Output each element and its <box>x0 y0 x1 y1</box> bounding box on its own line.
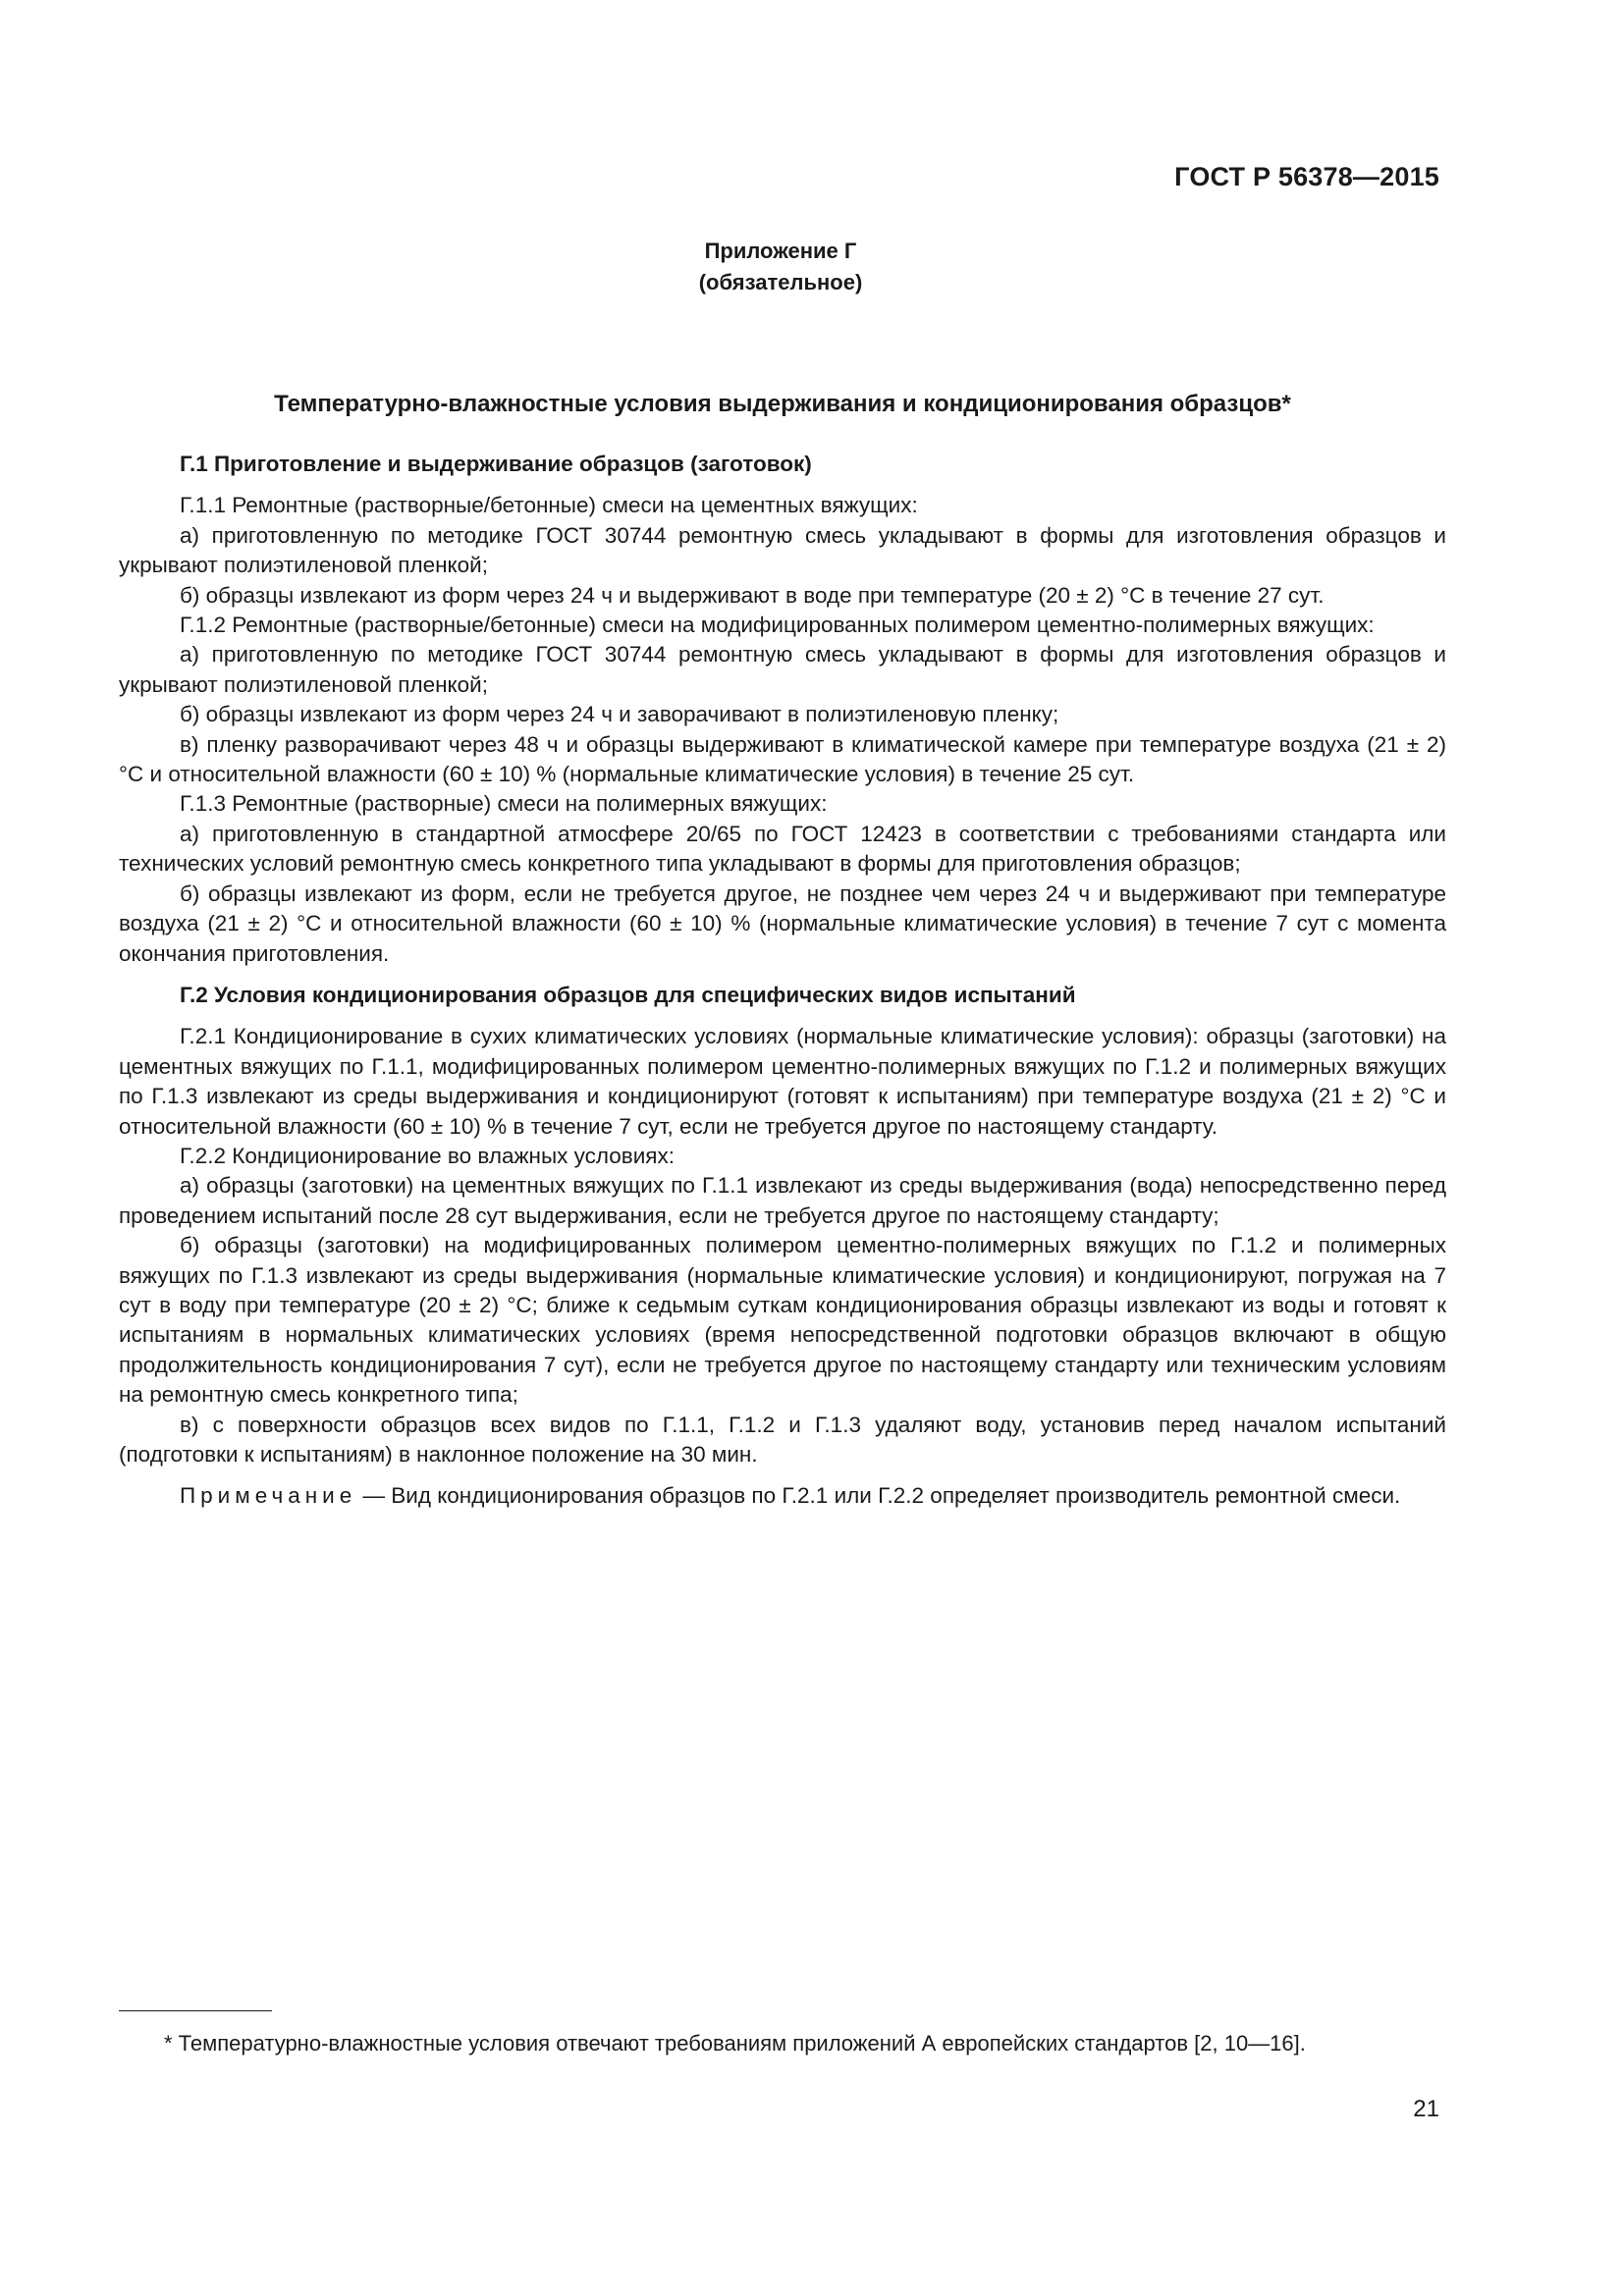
paragraph-g1-1: Г.1.1 Ремонтные (растворные/бетонные) смеси на цементных вяжущих: <box>180 493 918 518</box>
paragraph-g1-2-a: а) приготовленную по методике ГОСТ 30744 ремонтную смесь укладывают в формы для изготовления образцов и укрывают полиэтиленовой пленкой; <box>119 642 1446 697</box>
note-label: Примечание <box>180 1483 357 1509</box>
paragraph-g2-2-a: а) образцы (заготовки) на цементных вяжущих по Г.1.1 извлекают из среды выдерживания (вода) непосредственно перед проведением испытаний после 28 сут выдерживания, если не требуется другое по настоящему стандарту; <box>119 1173 1446 1228</box>
note <box>119 1481 1446 1511</box>
section-heading-g1: Г.1 Приготовление и выдерживание образцов (заготовок) <box>180 452 812 476</box>
paragraph-g1-1-b: б) образцы извлекают из форм через 24 ч и выдерживают в воде при температуре (20 ± 2) °С в течение 27 сут. <box>180 582 1325 608</box>
paragraph-g2-1: Г.2.1 Кондиционирование в сухих климатических условиях (нормальные климатические условия): образцы (заготовки) на цементных вяжущих по Г.1.1, модифицированных полимером цементно-полимерных вяжущих по Г.1.2 и полимерных вяжущих по Г.1.3 извлекают из среды выдерживания и кондиционируют (готовят к испытаниям) при температуре воздуха (21 ± 2) °С и относительной влажности (60 ± 10) % в течение 7 сут, если не требуется другое по настоящему стандарту. <box>119 1024 1446 1139</box>
paragraph-g1-3: Г.1.3 Ремонтные (растворные) смеси на полимерных вяжущих: <box>180 791 828 817</box>
note-text: — Вид кондиционирования образцов по Г.2.1 или Г.2.2 определяет производитель ремонтной смеси. <box>356 1483 1401 1509</box>
paragraph-g1-3-b: б) образцы извлекают из форм, если не требуется другое, не позднее чем через 24 ч и выдерживают при температуре воздуха (21 ± 2) °С и относительной влажности (60 ± 10) % (нормальные климатические условия) в течение 7 сут с момента окончания приготовления. <box>119 881 1446 966</box>
paragraph-g1-2: Г.1.2 Ремонтные (растворные/бетонные) смеси на модифицированных полимером цементно-полимерных вяжущих: <box>180 613 1375 638</box>
appendix-label: Приложение Г <box>704 239 857 263</box>
paragraph-g1-1-a: а) приготовленную по методике ГОСТ 30744 ремонтную смесь укладывают в формы для изготовления образцов и укрывают полиэтиленовой пленкой; <box>119 522 1446 578</box>
footnote-text: * Температурно-влажностные условия отвечают требованиям приложений А европейских стандартов [2, 10—16]. <box>164 2031 1306 2056</box>
document-code: ГОСТ Р 56378—2015 <box>1174 162 1439 191</box>
appendix-status: (обязательное) <box>698 270 863 294</box>
paragraph-g1-2-b: б) образцы извлекают из форм через 24 ч и заворачивают в полиэтиленовую пленку; <box>180 702 1059 727</box>
appendix-heading <box>0 236 1561 298</box>
paragraph-g1-2-c: в) пленку разворачивают через 48 ч и образцы выдерживают в климатической камере при температуре воздуха (21 ± 2) °С и относительной влажности (60 ± 10) % (нормальные климатические условия) в течение 25 сут. <box>119 731 1446 787</box>
paragraph-g2-2-b: б) образцы (заготовки) на модифицированных полимером цементно-полимерных вяжущих по Г.1.2 и полимерных вяжущих по Г.1.3 извлекают из среды выдерживания (нормальные климатические условия) и кондиционируют, погружая на 7 сут в воду при температуре (20 ± 2) °С; ближе к седьмым суткам кондиционирования образцы извлекают из воды и готовят к испытаниям в нормальных климатических условиях (время непосредственной подготовки образцов включают в общую продолжительность кондиционирования 7 сут), если не требуется другое по настоящему стандарту или техническим условиям на ремонтную смесь конкретного типа; <box>119 1233 1446 1408</box>
section-heading-g2: Г.2 Условия кондиционирования образцов для специфических видов испытаний <box>180 982 1076 1007</box>
footnote-separator <box>119 2010 272 2011</box>
appendix-title: Температурно-влажностные условия выдерживания и кондиционирования образцов* <box>274 391 1291 417</box>
paragraph-g2-2: Г.2.2 Кондиционирование во влажных условиях: <box>180 1143 675 1168</box>
paragraph-g2-2-c: в) с поверхности образцов всех видов по Г.1.1, Г.1.2 и Г.1.3 удаляют воду, установив перед началом испытаний (подготовки к испытаниям) в наклонное положение на 30 мин. <box>119 1412 1446 1467</box>
document-body <box>119 389 1446 1512</box>
page-number: 21 <box>1413 2096 1439 2122</box>
footnote <box>119 2029 1446 2057</box>
paragraph-g1-3-a: а) приготовленную в стандартной атмосфере 20/65 по ГОСТ 12423 в соответствии с требованиями стандарта или технических условий ремонтную смесь конкретного типа укладывают в формы для приготовления образцов; <box>119 821 1446 877</box>
